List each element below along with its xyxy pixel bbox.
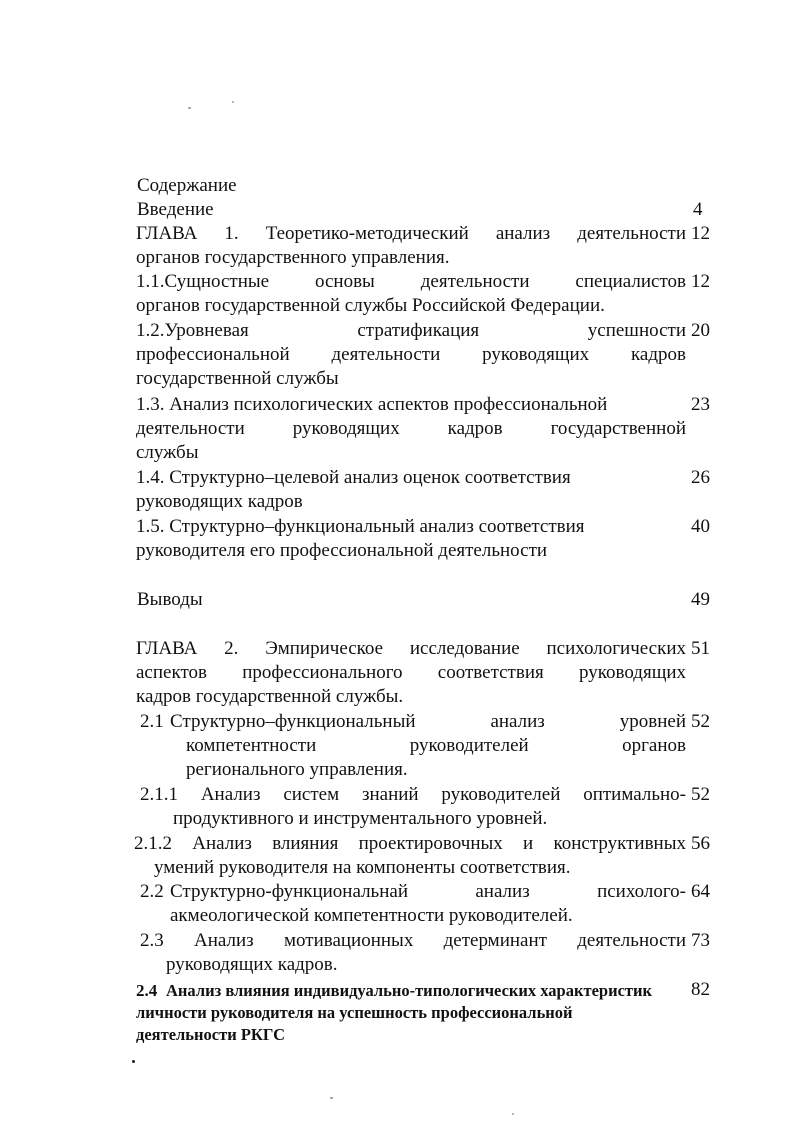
toc-line: личности руководителя на успешность профессиональной (136, 1003, 573, 1022)
toc-line: Структурно–функциональный анализ уровней (170, 711, 686, 732)
toc-entry-intro-label: Введение (137, 199, 214, 220)
toc-line: службы (136, 442, 199, 463)
toc-entry-2-1-page: 52 (691, 711, 710, 732)
toc-entry-2-1-num: 2.1 (140, 711, 164, 732)
scan-speck (330, 1097, 333, 1099)
toc-line: умений руководителя на компоненты соответствия. (154, 857, 571, 878)
toc-entry-2-2 (170, 880, 686, 926)
toc-entry-ch1 (136, 222, 686, 268)
toc-entry-2-1 (170, 710, 686, 780)
toc-entry-2-3-page: 73 (691, 930, 710, 951)
toc-line: 1.2.Уровневая стратификация успешности (136, 320, 686, 341)
toc-line: профессиональной деятельности руководящих кадров (136, 344, 686, 365)
toc-entry-conclusions-page: 49 (691, 589, 710, 610)
toc-entry-2-1-2-page: 56 (691, 833, 710, 854)
toc-entry-2-1-2 (134, 832, 686, 878)
toc-line: 2.3 Анализ мотивационных детерминант деятельности (140, 930, 686, 951)
toc-entry-1-2 (136, 319, 686, 389)
scan-speck (132, 1060, 135, 1063)
toc-entry-1-3-page: 23 (691, 394, 710, 415)
toc-line: деятельности руководящих кадров государственной (136, 418, 686, 439)
toc-line: 1.1.Сущностные основы деятельности специалистов (136, 271, 686, 292)
toc-entry-ch1-page: 12 (691, 223, 710, 244)
toc-line: 2.1.2 Анализ влияния проектировочных и конструктивных (134, 833, 686, 854)
toc-entry-2-1-1 (140, 783, 686, 829)
toc-entry-1-2-page: 20 (691, 320, 710, 341)
toc-line: органов государственного управления. (136, 247, 450, 268)
toc-line: ГЛАВА 1. Теоретико-методический анализ деятельности (136, 223, 686, 244)
toc-line: компетентности руководителей органов (186, 735, 686, 756)
toc-line: деятельности РКГС (136, 1025, 286, 1044)
toc-line: 2.1.1 Анализ систем знаний руководителей оптимально- (140, 784, 686, 805)
toc-entry-1-5-page: 40 (691, 516, 710, 537)
toc-line: руководящих кадров. (166, 954, 338, 975)
toc-line: 1.4. Структурно–целевой анализ оценок соответствия (136, 467, 571, 488)
toc-entry-2-4-page: 82 (691, 979, 710, 1000)
toc-entry-1-1 (136, 270, 686, 316)
toc-entry-2-1-1-page: 52 (691, 784, 710, 805)
toc-line: государственной службы (136, 368, 339, 389)
toc-line: продуктивного и инструментального уровней. (173, 808, 548, 829)
toc-entry-1-1-page: 12 (691, 271, 710, 292)
toc-line: 1.3. Анализ психологических аспектов профессиональной (136, 394, 608, 415)
toc-line: регионального управления. (186, 759, 408, 780)
toc-line: акмеологической компетентности руководителей. (170, 905, 573, 926)
toc-line: аспектов профессионального соответствия руководящих (136, 662, 686, 683)
toc-line: органов государственной службы Российской Федерации. (136, 295, 605, 316)
scan-speck (232, 101, 234, 103)
scan-speck (512, 1113, 514, 1115)
toc-line: кадров государственной службы. (136, 686, 404, 707)
toc-entry-2-3 (140, 929, 686, 975)
toc-entry-conclusions-label: Выводы (137, 589, 203, 610)
toc-line: 1.5. Структурно–функциональный анализ соответствия (136, 516, 585, 537)
toc-line: Анализ влияния индивидуально-типологических характеристик (166, 981, 653, 1000)
toc-entry-intro-page: 4 (693, 199, 703, 220)
toc-entry-ch2 (136, 637, 686, 707)
toc-line: ГЛАВА 2. Эмпирическое исследование психологических (136, 638, 686, 659)
toc-line: руководящих кадров (136, 491, 303, 512)
toc-entry-2-2-num: 2.2 (140, 881, 164, 902)
toc-entry-1-4-page: 26 (691, 467, 710, 488)
toc-entry-ch2-page: 51 (691, 638, 710, 659)
scan-speck (188, 107, 191, 109)
toc-entry-2-2-page: 64 (691, 881, 710, 902)
toc-line: руководителя его профессиональной деятельности (136, 540, 548, 561)
toc-line: Структурно-функциональнай анализ психолого- (170, 881, 686, 902)
toc-entry-2-4-num: 2.4 (136, 981, 158, 1000)
toc-heading: Содержание (137, 175, 237, 196)
